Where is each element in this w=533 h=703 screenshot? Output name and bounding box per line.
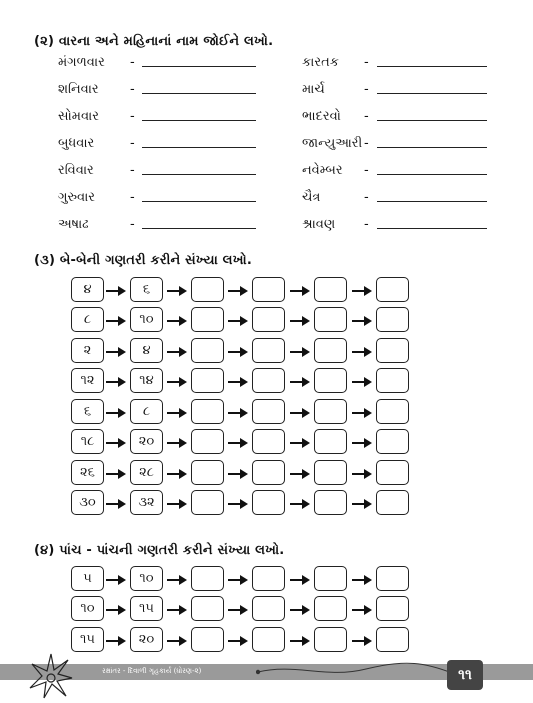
answer-line[interactable] bbox=[142, 228, 256, 229]
answer-line[interactable] bbox=[142, 120, 256, 121]
dash: - bbox=[130, 55, 135, 70]
month-name: નવેમ્બર bbox=[302, 163, 343, 178]
sequence-row bbox=[71, 338, 416, 365]
answer-box[interactable] bbox=[191, 627, 224, 652]
answer-box[interactable] bbox=[314, 368, 347, 393]
arrow-right-icon bbox=[227, 633, 249, 647]
answer-line[interactable] bbox=[377, 93, 487, 94]
arrow-right-icon bbox=[351, 496, 373, 510]
answer-line[interactable] bbox=[377, 228, 487, 229]
answer-box[interactable] bbox=[252, 399, 285, 424]
answer-box[interactable] bbox=[252, 460, 285, 485]
month-row bbox=[302, 188, 502, 210]
arrow-right-icon bbox=[289, 405, 311, 419]
footer-text: રક્ષાંતર - દિવાળી ગૃહકાર્ય (ધોરણ-૨) bbox=[102, 667, 202, 675]
day-name: અષાઢ bbox=[58, 217, 89, 232]
answer-box[interactable] bbox=[376, 596, 409, 621]
answer-line[interactable] bbox=[377, 201, 487, 202]
arrow-right-icon bbox=[166, 602, 188, 616]
given-number-box: ૨૦ bbox=[130, 429, 163, 454]
given-number-box: ૩૦ bbox=[71, 490, 104, 515]
arrow-right-icon bbox=[105, 405, 127, 419]
month-name: કારતક bbox=[302, 55, 339, 70]
dash: - bbox=[130, 82, 135, 97]
answer-line[interactable] bbox=[142, 174, 256, 175]
answer-box[interactable] bbox=[376, 277, 409, 302]
day-name: ગુરુવાર bbox=[58, 190, 96, 205]
month-name: માર્ચ bbox=[302, 82, 325, 97]
footer-swirl-line bbox=[256, 661, 456, 683]
dash: - bbox=[364, 163, 369, 178]
given-number-box: ૨ bbox=[71, 338, 104, 363]
arrow-right-icon bbox=[105, 466, 127, 480]
answer-box[interactable] bbox=[314, 399, 347, 424]
arrow-right-icon bbox=[351, 633, 373, 647]
month-row bbox=[302, 80, 502, 102]
day-row bbox=[58, 107, 263, 129]
answer-box[interactable] bbox=[376, 338, 409, 363]
answer-box[interactable] bbox=[314, 490, 347, 515]
answer-line[interactable] bbox=[377, 174, 487, 175]
day-row bbox=[58, 53, 263, 75]
answer-box[interactable] bbox=[191, 429, 224, 454]
given-number-box: ૧૨ bbox=[71, 368, 104, 393]
answer-box[interactable] bbox=[252, 566, 285, 591]
sequence-row bbox=[71, 627, 416, 654]
arrow-right-icon bbox=[227, 374, 249, 388]
sequence-row bbox=[71, 490, 416, 517]
arrow-right-icon bbox=[105, 283, 127, 297]
answer-box[interactable] bbox=[252, 338, 285, 363]
arrow-right-icon bbox=[351, 602, 373, 616]
answer-box[interactable] bbox=[252, 596, 285, 621]
answer-box[interactable] bbox=[376, 429, 409, 454]
dash: - bbox=[130, 109, 135, 124]
answer-line[interactable] bbox=[377, 147, 487, 148]
given-number-box: ૨૦ bbox=[130, 627, 163, 652]
dash: - bbox=[130, 217, 135, 232]
month-row bbox=[302, 107, 502, 129]
arrow-right-icon bbox=[227, 344, 249, 358]
day-name: બુધવાર bbox=[58, 136, 95, 151]
arrow-right-icon bbox=[289, 374, 311, 388]
arrow-right-icon bbox=[227, 602, 249, 616]
dash: - bbox=[364, 109, 369, 124]
given-number-box: ૪ bbox=[130, 338, 163, 363]
answer-box[interactable] bbox=[376, 627, 409, 652]
answer-box[interactable] bbox=[314, 566, 347, 591]
section-4-title: (૪) પાંચ - પાંચની ગણતરી કરીને સંખ્યા લખો. bbox=[34, 543, 285, 558]
arrow-right-icon bbox=[289, 344, 311, 358]
arrow-right-icon bbox=[105, 344, 127, 358]
answer-line[interactable] bbox=[142, 147, 256, 148]
given-number-box: ૨૬ bbox=[71, 460, 104, 485]
day-row bbox=[58, 134, 263, 156]
answer-box[interactable] bbox=[252, 490, 285, 515]
answer-box[interactable] bbox=[376, 460, 409, 485]
sequence-row bbox=[71, 307, 416, 334]
day-row bbox=[58, 80, 263, 102]
given-number-box: ૬ bbox=[130, 277, 163, 302]
given-number-box: ૬ bbox=[71, 399, 104, 424]
day-name: સોમવાર bbox=[58, 109, 99, 124]
section-3-title: (૩) બે-બેની ગણતરી કરીને સંખ્યા લખો. bbox=[34, 253, 252, 268]
arrow-right-icon bbox=[289, 283, 311, 297]
answer-box[interactable] bbox=[314, 307, 347, 332]
month-row bbox=[302, 134, 502, 156]
arrow-right-icon bbox=[166, 496, 188, 510]
sequence-row bbox=[71, 596, 416, 623]
answer-box[interactable] bbox=[376, 399, 409, 424]
answer-box[interactable] bbox=[191, 490, 224, 515]
arrow-right-icon bbox=[166, 633, 188, 647]
answer-box[interactable] bbox=[191, 566, 224, 591]
arrow-right-icon bbox=[105, 572, 127, 586]
day-name: રવિવાર bbox=[58, 163, 94, 178]
answer-box[interactable] bbox=[252, 429, 285, 454]
month-row bbox=[302, 53, 502, 75]
answer-box[interactable] bbox=[376, 307, 409, 332]
dash: - bbox=[130, 163, 135, 178]
arrow-right-icon bbox=[227, 313, 249, 327]
arrow-right-icon bbox=[105, 435, 127, 449]
sequence-row bbox=[71, 429, 416, 456]
given-number-box: ૧૫ bbox=[71, 627, 104, 652]
answer-line[interactable] bbox=[142, 66, 256, 67]
arrow-right-icon bbox=[351, 283, 373, 297]
arrow-right-icon bbox=[166, 374, 188, 388]
answer-line[interactable] bbox=[377, 120, 487, 121]
sparkle-logo-icon bbox=[28, 652, 74, 700]
arrow-right-icon bbox=[289, 572, 311, 586]
arrow-right-icon bbox=[227, 496, 249, 510]
given-number-box: ૩૨ bbox=[130, 490, 163, 515]
answer-box[interactable] bbox=[314, 460, 347, 485]
month-name: શ્રાવણ bbox=[302, 217, 336, 232]
answer-box[interactable] bbox=[191, 338, 224, 363]
month-name: જાન્યુઆરી bbox=[302, 136, 363, 151]
arrow-right-icon bbox=[166, 313, 188, 327]
arrow-right-icon bbox=[227, 466, 249, 480]
answer-box[interactable] bbox=[252, 277, 285, 302]
given-number-box: ૮ bbox=[130, 399, 163, 424]
arrow-right-icon bbox=[351, 572, 373, 586]
arrow-right-icon bbox=[105, 602, 127, 616]
day-row bbox=[58, 215, 263, 237]
answer-box[interactable] bbox=[376, 566, 409, 591]
given-number-box: ૧૦ bbox=[71, 596, 104, 621]
sequence-row bbox=[71, 277, 416, 304]
answer-box[interactable] bbox=[314, 277, 347, 302]
arrow-right-icon bbox=[351, 313, 373, 327]
answer-box[interactable] bbox=[376, 490, 409, 515]
answer-box[interactable] bbox=[314, 338, 347, 363]
arrow-right-icon bbox=[166, 344, 188, 358]
arrow-right-icon bbox=[227, 435, 249, 449]
answer-box[interactable] bbox=[191, 460, 224, 485]
given-number-box: ૧૪ bbox=[130, 368, 163, 393]
arrow-right-icon bbox=[105, 496, 127, 510]
arrow-right-icon bbox=[289, 496, 311, 510]
sequence-row bbox=[71, 566, 416, 593]
arrow-right-icon bbox=[289, 466, 311, 480]
arrow-right-icon bbox=[166, 572, 188, 586]
page-number: ૧૧ bbox=[447, 660, 483, 690]
given-number-box: ૨૮ bbox=[130, 460, 163, 485]
given-number-box: ૧૫ bbox=[130, 596, 163, 621]
day-row bbox=[58, 161, 263, 183]
day-row bbox=[58, 188, 263, 210]
arrow-right-icon bbox=[351, 435, 373, 449]
arrow-right-icon bbox=[105, 374, 127, 388]
arrow-right-icon bbox=[289, 633, 311, 647]
arrow-right-icon bbox=[227, 405, 249, 419]
given-number-box: ૪ bbox=[71, 277, 104, 302]
day-name: શનિવાર bbox=[58, 82, 99, 97]
arrow-right-icon bbox=[351, 405, 373, 419]
given-number-box: ૧૦ bbox=[130, 307, 163, 332]
answer-box[interactable] bbox=[314, 627, 347, 652]
month-name: ભાદરવો bbox=[302, 109, 341, 124]
given-number-box: ૮ bbox=[71, 307, 104, 332]
section-2-title: (૨) વારના અને મહિનાનાં નામ જોઈને લખો. bbox=[34, 34, 274, 49]
arrow-right-icon bbox=[227, 283, 249, 297]
dash: - bbox=[364, 217, 369, 232]
sequence-row bbox=[71, 399, 416, 426]
answer-line[interactable] bbox=[142, 93, 256, 94]
dash: - bbox=[130, 190, 135, 205]
answer-box[interactable] bbox=[314, 429, 347, 454]
arrow-right-icon bbox=[166, 435, 188, 449]
day-name: મંગળવાર bbox=[58, 55, 105, 70]
answer-box[interactable] bbox=[314, 596, 347, 621]
arrow-right-icon bbox=[289, 602, 311, 616]
arrow-right-icon bbox=[289, 313, 311, 327]
arrow-right-icon bbox=[105, 313, 127, 327]
answer-box[interactable] bbox=[376, 368, 409, 393]
given-number-box: ૧૦ bbox=[130, 566, 163, 591]
answer-box[interactable] bbox=[191, 596, 224, 621]
arrow-right-icon bbox=[351, 374, 373, 388]
arrow-right-icon bbox=[351, 466, 373, 480]
given-number-box: ૧૮ bbox=[71, 429, 104, 454]
dash: - bbox=[364, 190, 369, 205]
arrow-right-icon bbox=[166, 466, 188, 480]
month-name: ચૈત્ર bbox=[302, 190, 321, 205]
answer-box[interactable] bbox=[191, 307, 224, 332]
dash: - bbox=[364, 136, 369, 151]
answer-box[interactable] bbox=[252, 307, 285, 332]
arrow-right-icon bbox=[105, 633, 127, 647]
arrow-right-icon bbox=[166, 405, 188, 419]
sequence-row bbox=[71, 368, 416, 395]
answer-line[interactable] bbox=[377, 66, 487, 67]
answer-box[interactable] bbox=[252, 368, 285, 393]
month-row bbox=[302, 215, 502, 237]
arrow-right-icon bbox=[227, 572, 249, 586]
arrow-right-icon bbox=[351, 344, 373, 358]
dash: - bbox=[364, 55, 369, 70]
answer-line[interactable] bbox=[142, 201, 256, 202]
arrow-right-icon bbox=[166, 283, 188, 297]
given-number-box: ૫ bbox=[71, 566, 104, 591]
arrow-right-icon bbox=[289, 435, 311, 449]
answer-box[interactable] bbox=[191, 368, 224, 393]
sequence-row bbox=[71, 460, 416, 487]
answer-box[interactable] bbox=[252, 627, 285, 652]
month-row bbox=[302, 161, 502, 183]
answer-box[interactable] bbox=[191, 399, 224, 424]
dash: - bbox=[364, 82, 369, 97]
dash: - bbox=[130, 136, 135, 151]
answer-box[interactable] bbox=[191, 277, 224, 302]
